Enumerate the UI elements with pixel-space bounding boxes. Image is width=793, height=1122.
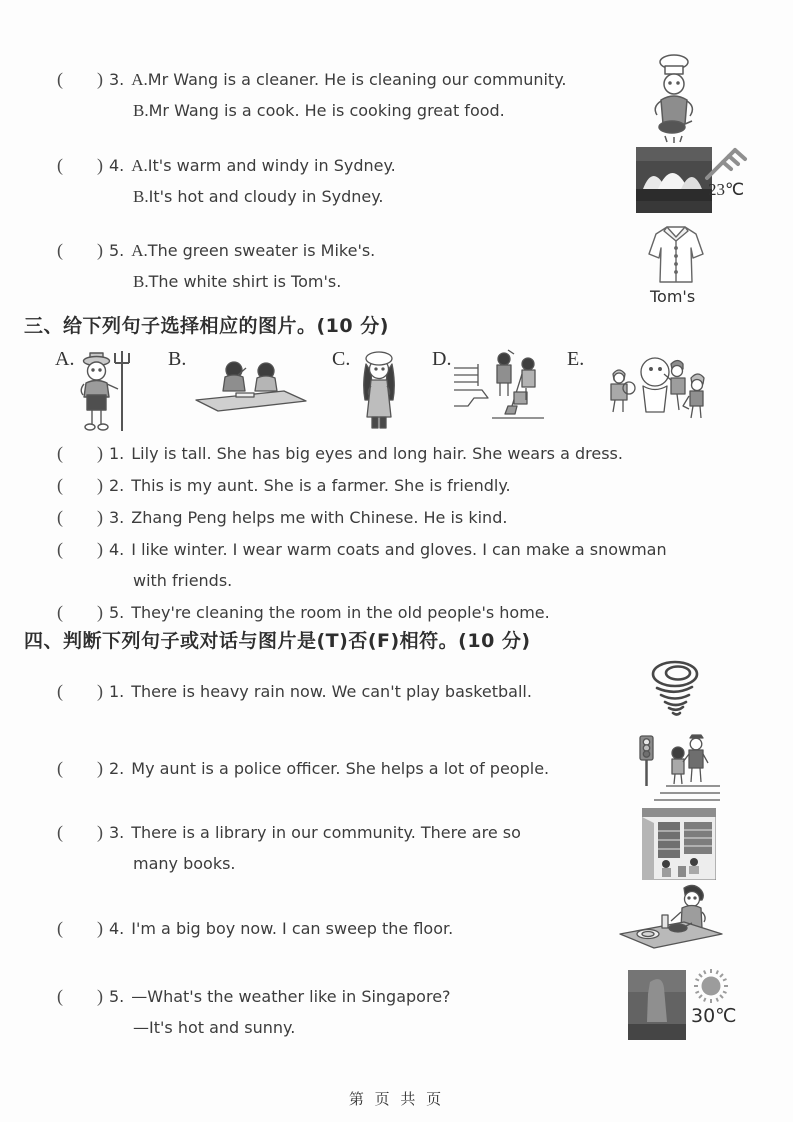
option-b-text: The white shirt is Tom's.	[148, 272, 342, 291]
answer-blank[interactable]	[57, 155, 103, 175]
question-number: 2.	[109, 759, 125, 778]
bracket-close: )	[97, 475, 103, 495]
question-text: I'm a big boy now. I can sweep the floor.	[131, 919, 454, 938]
shirt-owner-caption: Tom's	[650, 287, 696, 306]
chef-cooking-icon	[641, 54, 705, 144]
question-text: There is heavy rain now. We can't play basketball.	[131, 682, 532, 701]
bracket-close: )	[97, 155, 103, 175]
bracket-close: )	[97, 602, 103, 622]
tf-question-1	[57, 676, 532, 707]
option-b-text: It's hot and cloudy in Sydney.	[148, 187, 384, 206]
question-text: Lily is tall. She has big eyes and long hair. She wears a dress.	[131, 444, 623, 463]
question-text-line2: with friends.	[133, 571, 233, 590]
question-number: 2.	[109, 476, 125, 495]
temperature-label: 23℃	[708, 180, 745, 199]
tornado-icon	[648, 660, 704, 718]
tf-question-3	[57, 817, 521, 879]
bracket-close: )	[97, 986, 103, 1006]
bracket-open: (	[57, 539, 63, 559]
bracket-close: )	[97, 69, 103, 89]
answer-blank[interactable]	[57, 240, 103, 260]
bracket-close: )	[97, 918, 103, 938]
question-text: I like winter. I wear warm coats and gloves. I can make a snowman	[131, 540, 667, 559]
police-officer-crossing-icon	[632, 734, 720, 802]
question-number: 4.	[109, 156, 125, 175]
question-number: 4.	[109, 919, 125, 938]
option-a-text: The green sweater is Mike's.	[147, 241, 376, 260]
listening-question-3	[57, 64, 566, 126]
bracket-close: )	[97, 822, 103, 842]
sydney-opera-house-photo	[636, 147, 712, 213]
option-letter-b: B.	[133, 101, 149, 120]
bracket-close: )	[97, 539, 103, 559]
bracket-open: (	[57, 155, 63, 175]
match-question-4	[57, 534, 667, 596]
question-text-line2: many books.	[133, 854, 236, 873]
question-number: 5.	[109, 241, 125, 260]
bracket-close: )	[97, 681, 103, 701]
question-text: They're cleaning the room in the old people's home.	[131, 603, 550, 622]
question-number: 5.	[109, 987, 125, 1006]
option-b-text: Mr Wang is a cook. He is cooking great food.	[148, 101, 505, 120]
answer-blank[interactable]	[57, 758, 103, 778]
section-four-heading: 四、判断下列句子或对话与图片是(T)否(F)相符。(10 分)	[24, 630, 531, 652]
answer-blank[interactable]	[57, 822, 103, 842]
question-number: 3.	[109, 508, 125, 527]
question-number: 3.	[109, 823, 125, 842]
farmer-with-pitchfork-icon	[72, 351, 136, 437]
tf-question-2	[57, 753, 549, 784]
girl-in-hat-icon	[352, 350, 406, 436]
question-text: My aunt is a police officer. She helps a lot of people.	[131, 759, 550, 778]
sun-icon	[692, 967, 730, 1005]
page-footer: 第 页 共 页	[348, 1090, 445, 1108]
library-icon	[642, 808, 716, 880]
answer-blank[interactable]	[57, 539, 103, 559]
windy-weather-icon	[702, 142, 748, 182]
bracket-open: (	[57, 822, 63, 842]
merlion-photo	[628, 970, 686, 1040]
boy-clearing-table-icon	[618, 882, 724, 958]
boys-studying-at-desk-icon	[192, 360, 310, 414]
people-cleaning-room-icon	[452, 348, 546, 422]
white-shirt-icon	[646, 224, 706, 286]
answer-blank[interactable]	[57, 507, 103, 527]
question-number: 3.	[109, 70, 125, 89]
option-letter-a: A.	[131, 70, 148, 89]
answer-blank[interactable]	[57, 443, 103, 463]
section-three-heading: 三、给下列句子选择相应的图片。(10 分)	[24, 315, 389, 337]
bracket-open: (	[57, 602, 63, 622]
picture-label-b: B.	[168, 348, 187, 370]
option-letter-a: A.	[131, 241, 148, 260]
listening-question-5	[57, 235, 375, 297]
question-text: Zhang Peng helps me with Chinese. He is kind.	[131, 508, 508, 527]
question-number: 4.	[109, 540, 125, 559]
option-letter-b: B.	[133, 272, 149, 291]
tf-question-4	[57, 913, 453, 944]
bracket-close: )	[97, 507, 103, 527]
dialogue-line-2: —It's hot and sunny.	[133, 1018, 296, 1037]
option-letter-b: B.	[133, 187, 149, 206]
answer-blank[interactable]	[57, 986, 103, 1006]
listening-question-4	[57, 150, 396, 212]
tf-question-5	[57, 981, 451, 1043]
question-number: 1.	[109, 444, 125, 463]
question-number: 5.	[109, 603, 125, 622]
picture-label-a: A.	[55, 348, 75, 370]
temperature-label: 30℃	[691, 1005, 737, 1027]
answer-blank[interactable]	[57, 918, 103, 938]
match-question-1	[57, 438, 623, 469]
bracket-open: (	[57, 507, 63, 527]
bracket-open: (	[57, 986, 63, 1006]
bracket-close: )	[97, 758, 103, 778]
bracket-close: )	[97, 443, 103, 463]
bracket-close: )	[97, 240, 103, 260]
question-text: There is a library in our community. There are so	[131, 823, 521, 842]
bracket-open: (	[57, 681, 63, 701]
answer-blank[interactable]	[57, 602, 103, 622]
picture-label-e: E.	[567, 348, 585, 370]
match-question-2	[57, 470, 511, 501]
match-question-5	[57, 597, 550, 628]
picture-label-c: C.	[332, 348, 351, 370]
bracket-open: (	[57, 69, 63, 89]
option-letter-a: A.	[131, 156, 148, 175]
bracket-open: (	[57, 758, 63, 778]
option-a-text: Mr Wang is a cleaner. He is cleaning our community.	[147, 70, 567, 89]
answer-blank[interactable]	[57, 475, 103, 495]
picture-label-d: D.	[432, 348, 452, 370]
question-number: 1.	[109, 682, 125, 701]
children-making-snowman-icon	[597, 352, 715, 426]
question-text: This is my aunt. She is a farmer. She is friendly.	[131, 476, 511, 495]
bracket-open: (	[57, 443, 63, 463]
bracket-open: (	[57, 240, 63, 260]
match-question-3	[57, 502, 507, 533]
dialogue-line-1: —What's the weather like in Singapore?	[131, 987, 451, 1006]
answer-blank[interactable]	[57, 681, 103, 701]
bracket-open: (	[57, 475, 63, 495]
bracket-open: (	[57, 918, 63, 938]
answer-blank[interactable]	[57, 69, 103, 89]
option-a-text: It's warm and windy in Sydney.	[147, 156, 396, 175]
